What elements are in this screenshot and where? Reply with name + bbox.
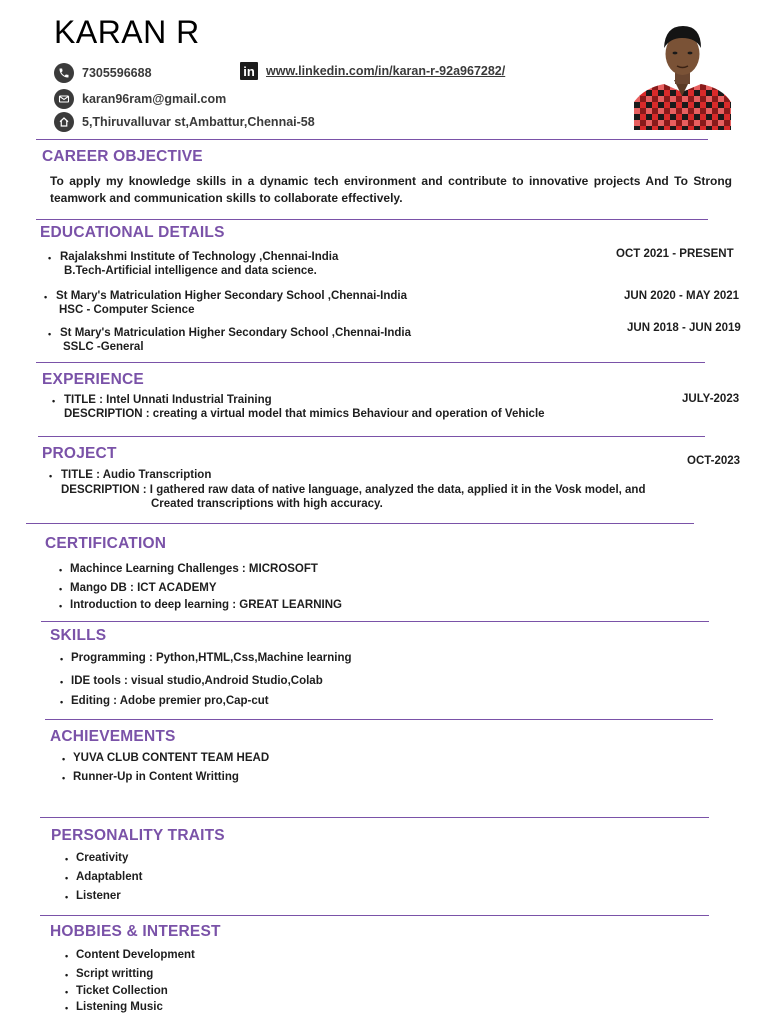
divider <box>36 139 708 140</box>
project-title: TITLE : Audio Transcription <box>61 469 212 481</box>
experience-heading: EXPERIENCE <box>42 371 144 388</box>
divider <box>38 436 705 437</box>
education-institution: St Mary's Matriculation Higher Secondary School ,Chennai-India <box>60 327 411 339</box>
bullet: • <box>59 601 63 611</box>
bullet: • <box>44 292 48 302</box>
hobby-item: Content Development <box>76 949 195 961</box>
linkedin-icon: in <box>240 62 258 80</box>
address: 5,Thiruvalluvar st,Ambattur,Chennai-58 <box>82 115 315 129</box>
linkedin-link[interactable]: www.linkedin.com/in/karan-r-92a967282/ <box>266 64 506 78</box>
bullet: • <box>52 396 56 406</box>
bullet: • <box>62 754 66 764</box>
address-row <box>54 112 315 132</box>
bullet: • <box>48 253 52 263</box>
project-date: OCT-2023 <box>687 455 741 467</box>
project-heading: PROJECT <box>42 445 117 462</box>
divider <box>40 817 709 818</box>
career-objective-heading: CAREER OBJECTIVE <box>42 148 203 165</box>
hobby-item: Ticket Collection <box>76 985 168 997</box>
education-course: SSLC -General <box>63 341 144 353</box>
experience-description: DESCRIPTION : creating a virtual model that mimics Behaviour and operation of Vehicle <box>64 408 545 420</box>
home-icon <box>54 112 74 132</box>
skills-item: Programming : Python,HTML,Css,Machine learning <box>71 652 352 664</box>
skills-heading: SKILLS <box>50 627 107 644</box>
skills-item: IDE tools : visual studio,Android Studio,Colab <box>71 675 323 687</box>
phone-row <box>54 63 152 83</box>
bullet: • <box>48 329 52 339</box>
career-objective-text: To apply my knowledge skills in a dynamic tech environment and contribute to innovative projects And To Strong teamwork and communication skills to collaborate effectively. <box>50 174 732 205</box>
bullet: • <box>59 584 63 594</box>
education-course: B.Tech-Artificial intelligence and data science. <box>64 265 317 277</box>
education-institution: Rajalakshmi Institute of Technology ,Chennai-India <box>60 251 339 263</box>
achievements-heading: ACHIEVEMENTS <box>50 728 176 745</box>
education-date: JUN 2018 - JUN 2019 <box>627 322 741 334</box>
email-address: karan96ram@gmail.com <box>82 92 227 106</box>
candidate-name: KARAN R <box>54 14 200 50</box>
experience-date: JULY-2023 <box>682 393 740 405</box>
certification-item: Introduction to deep learning : GREAT LEARNING <box>70 599 342 611</box>
divider <box>36 219 708 220</box>
linkedin-row[interactable] <box>240 62 505 80</box>
bullet: • <box>59 565 63 575</box>
education-date: JUN 2020 - MAY 2021 <box>624 290 740 302</box>
bullet: • <box>62 773 66 783</box>
achievement-item: Runner-Up in Content Writting <box>73 771 239 783</box>
project-description: DESCRIPTION : I gathered raw data of native language, analyzed the data, applied it in the Vosk model, and <box>61 484 646 496</box>
education-course: HSC - Computer Science <box>59 304 195 316</box>
trait-item: Adaptablent <box>76 871 143 883</box>
certification-heading: CERTIFICATION <box>45 535 167 552</box>
personality-heading: PERSONALITY TRAITS <box>51 827 225 844</box>
divider <box>45 719 713 720</box>
bullet: • <box>65 951 69 961</box>
trait-item: Listener <box>76 890 121 902</box>
project-description-cont: Created transcriptions with high accuracy. <box>151 498 383 510</box>
bullet: • <box>65 1003 69 1013</box>
certification-item: Machince Learning Challenges : MICROSOFT <box>70 563 318 575</box>
divider <box>36 362 705 363</box>
divider <box>26 523 694 524</box>
divider <box>40 915 709 916</box>
profile-photo <box>634 18 731 130</box>
phone-icon <box>54 63 74 83</box>
bullet: • <box>65 854 69 864</box>
hobbies-heading: HOBBIES & INTEREST <box>50 923 221 940</box>
divider <box>41 621 709 622</box>
bullet: • <box>60 697 64 707</box>
bullet: • <box>49 471 53 481</box>
bullet: • <box>65 970 69 980</box>
certification-item: Mango DB : ICT ACADEMY <box>70 582 217 594</box>
email-icon <box>54 89 74 109</box>
bullet: • <box>60 654 64 664</box>
bullet: • <box>65 873 69 883</box>
experience-title: TITLE : Intel Unnati Industrial Training <box>64 394 272 406</box>
trait-item: Creativity <box>76 852 129 864</box>
hobby-item: Listening Music <box>76 1001 163 1013</box>
bullet: • <box>65 892 69 902</box>
hobby-item: Script writting <box>76 968 154 980</box>
bullet: • <box>65 987 69 997</box>
education-heading: EDUCATIONAL DETAILS <box>40 224 225 241</box>
bullet: • <box>60 677 64 687</box>
education-date: OCT 2021 - PRESENT <box>616 248 734 260</box>
phone-number: 7305596688 <box>82 66 152 80</box>
achievement-item: YUVA CLUB CONTENT TEAM HEAD <box>73 752 270 764</box>
education-institution: St Mary's Matriculation Higher Secondary School ,Chennai-India <box>56 290 407 302</box>
skills-item: Editing : Adobe premier pro,Cap-cut <box>71 695 269 707</box>
email-row <box>54 89 226 109</box>
